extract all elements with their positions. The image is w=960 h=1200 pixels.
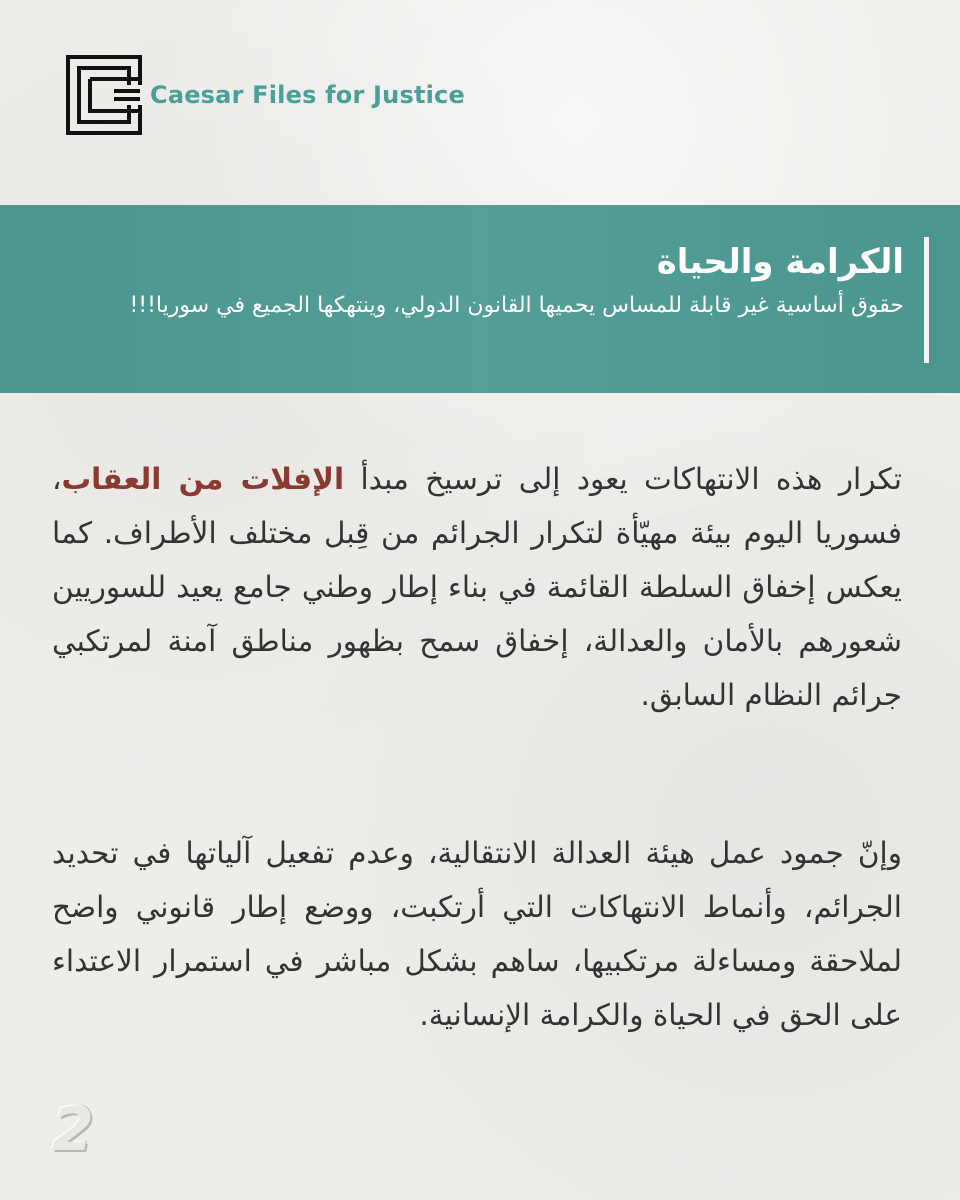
banner-title: الكرامة والحياة bbox=[656, 242, 904, 282]
brand-name: Caesar Files for Justice bbox=[150, 81, 465, 109]
banner-subtitle: حقوق أساسية غير قابلة للمساس يحميها القانون الدولي، وينتهكها الجميع في سوريا!!! bbox=[129, 292, 904, 318]
paragraph-1-end: ، فسوريا اليوم بيئة مهيّأة لتكرار الجرائم من قِبل مختلف الأطراف. كما يعكس إخفاق السلطة القائمة في بناء إطار وطني جامع يعيد للسوريين شعورهم بالأمان والعدالة، إخفاق سمح بظهور مناطق آمنة لمرتكبي جرائم النظام السابق. bbox=[52, 462, 902, 712]
page-number: 2 bbox=[52, 1095, 94, 1165]
banner-accent-bar bbox=[924, 237, 929, 363]
paragraph-2: وإنّ جمود عمل هيئة العدالة الانتقالية، وعدم تفعيل آلياتها في تحديد الجرائم، وأنماط الانتهاكات التي أرتكبت، ووضع إطار قانوني واضح لملاحقة ومساءلة مرتكبيها، ساهم بشكل مباشر في استمرار الاعتداء على الحق في الحياة والكرامة الإنسانية. bbox=[52, 836, 902, 1032]
banner-text-block bbox=[44, 241, 904, 322]
impunity-emphasis: الإفلات من العقاب bbox=[61, 462, 345, 496]
caesar-files-logo-icon bbox=[66, 55, 144, 135]
title-banner bbox=[0, 205, 960, 393]
brand-logo bbox=[66, 55, 465, 135]
paragraph-1-start: تكرار هذه الانتهاكات يعود إلى ترسيخ مبدأ bbox=[344, 462, 902, 496]
paragraph-1 bbox=[52, 452, 902, 722]
